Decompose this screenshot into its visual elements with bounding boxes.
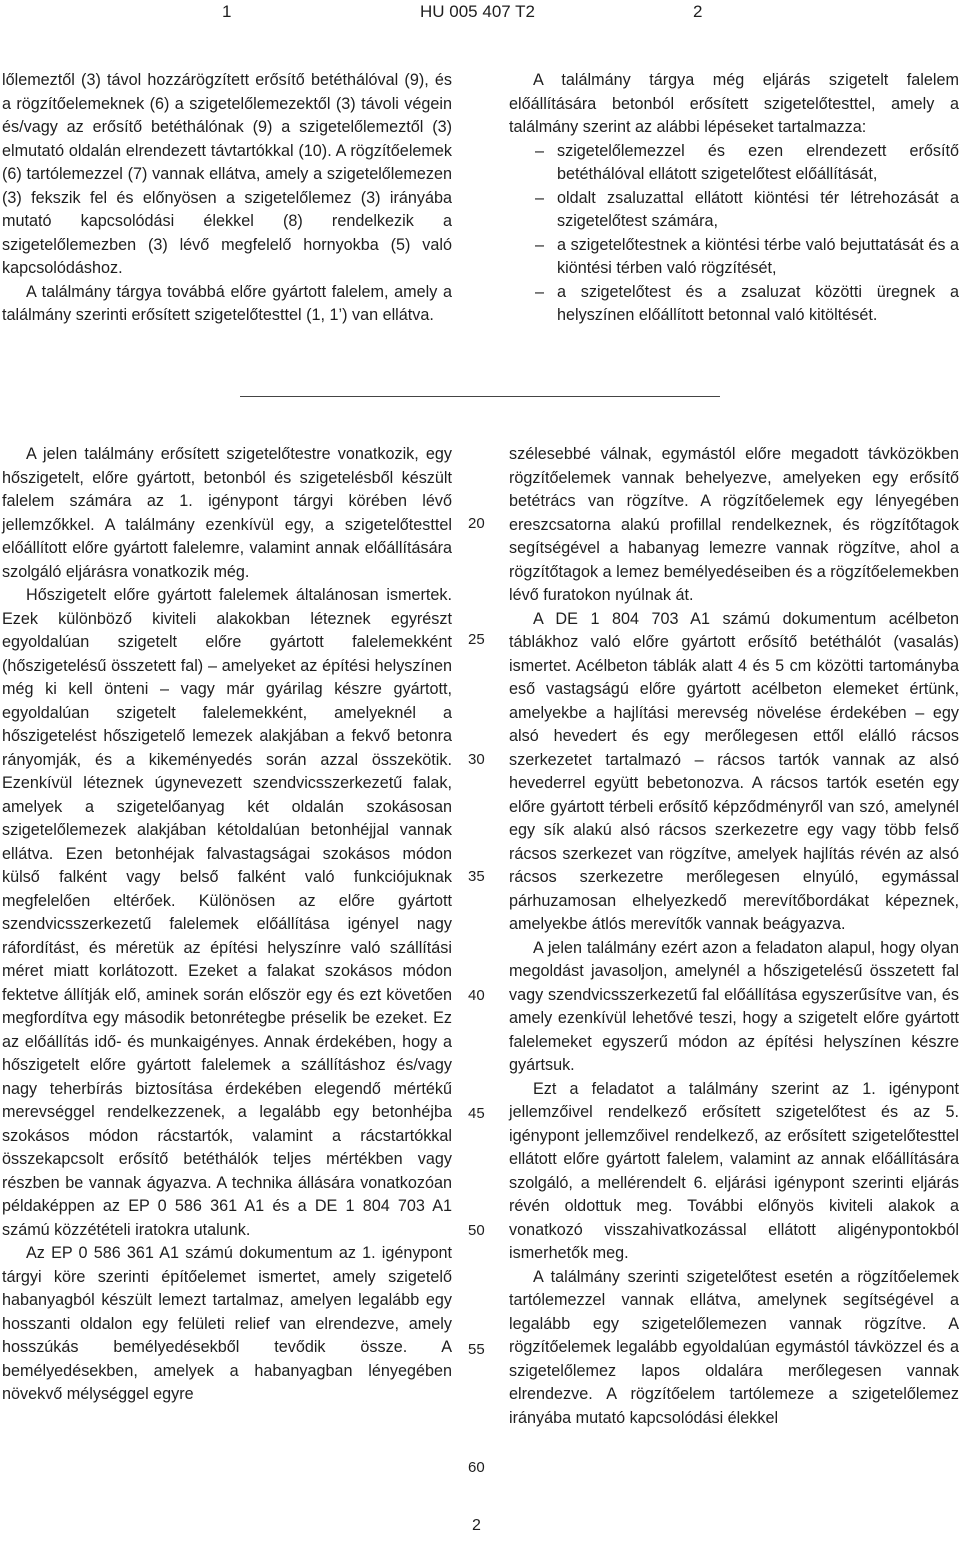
paragraph: A találmány tárgya még eljárás szigetelt falelem előállítására betonból erősített szigetelőtesttel, amely a találmány szerint az alábbi lépéseket tartalmazza:	[509, 71, 959, 136]
dash-marker: –	[535, 282, 545, 301]
list-item	[509, 187, 959, 234]
step-list	[509, 140, 959, 328]
list-item-text: a szigetelőtest és a zsaluzat közötti üregnek a helyszínen előállított betonnal való kitöltését.	[557, 282, 959, 324]
line-number: 60	[468, 1459, 485, 1476]
paragraph: Az EP 0 586 361 A1 számú dokumentum az 1. igénypont tárgyi köre szerinti építőelemet ismertet, amely szigetelő habanyagból készült lemezt tartalmaz, amelyen legalább egy hosszanti oldalon egy felületi relief van elrendezve, amely hosszúkás bemélyedésekből tevődik össze. A bemélyedésekben, amelyek a habanyagban lényegében növekvő mélységgel egyre	[2, 1244, 452, 1403]
top-right-column	[509, 69, 959, 328]
list-item-text: oldalt zsaluzattal ellátott kiöntési tér létrehozását a szigetelőtest számára,	[557, 188, 959, 230]
list-item	[509, 234, 959, 281]
page-number: 2	[472, 1517, 481, 1534]
header-page-right: 2	[693, 2, 703, 21]
paragraph: szélesebbé válnak, egymástól előre megadott távközökben rögzítőelemek vannak behelyezve, amelyeken egy erősítő betétrács van rögzítve. A rögzítőelemek egy lényegében ereszcsatorna alakú profillal rendelkeznek, és rögzítőtagok segítségével a habanyag lemezre vannak rögzítve, ahol a rögzítőtagok a lemez bemélyedéseiben és a rögzítőelemekben lévő furatokon nyúlnak át.	[509, 445, 959, 604]
line-number: 35	[468, 868, 485, 885]
paragraph: A találmány szerinti szigetelőtest esetén a rögzítőelemek tartólemezzel vannak ellátva, amelynek segítségével a legalább egy szigetelőlemezen vannak rögzítve. A rögzítőelemek legalább egyoldalúan egymástól távközzel és a szigetelőlemez lapos oldalára merőlegesen vannak elrendezve. A rögzítőelem tartólemeze a szigetelőlemez irányába mutató kapcsolódási élekkel	[509, 1267, 959, 1427]
header-page-left: 1	[222, 2, 232, 21]
line-number: 50	[468, 1222, 485, 1239]
paragraph: A DE 1 804 703 A1 számú dokumentum acélbeton táblákhoz való előre gyártott erősítő betéthálót (vasalás) ismertet. Acélbeton táblák alatt 4 és 5 cm közötti tartományba eső vastagságú előre gyártott acélbeton elemeket értünk, amelyekbe a hajlítási merevség növelése érdekében – egy alsó hevedert és egy merőlegesen ettől elálló rácsos szerkezetet tartalmazó – rácsos tartók vannak az alsó hevederrel együtt bebetonozva. A rácsos tartók esetén egy előre gyártott térbeli erősítő képződményről van szó, amelynél egy sík alakú alsó rácsos szerkezetre egy vagy több felső rácsos szerkezet van rögzítve, amelyek hajlítás révén az alsó rácsos szerkezetre merőlegesen elnyúló, egymással párhuzamosan elhelyezkedő merevítőbordákat képeznek, amelyekbe átlós merevítők vannak beágyazva.	[509, 609, 959, 933]
line-number: 55	[468, 1341, 485, 1358]
header-document-number: HU 005 407 T2	[420, 2, 535, 21]
paragraph: Hőszigetelt előre gyártott falelemek általánosan ismertek. Ezek különböző kiviteli alakokban léteznek egyrészt egyoldalúan szigetelt előre gyártott falelemekként (hőszigetelésű összetett fal) – amelyeket az építési helyszínen még ki kell önteni – vagy már gyárilag készre gyártott, egyoldalúan szigetelt falelemekként, amelyeknél a hőszigetelést hőszigetelő lemezek alakjában a fekvő betonra rányomják, és a kikeményedés során azzal összekötik. Ezenkívül léteznek úgynevezett szendvicsszerkezetű falak, amelyek a szigetelőanyag két oldalán szokásosan szigetelőlemezek alakjában kétoldalúan betonhéjjal vannak ellátva. Ezen betonhéjak falvastagságai szokásos módon külső falként vagy belső falként való funkciójuknak megfelelően eltérőek. Különösen az előre gyártott szendvicsszerkezetű falelemek előállítása igényel nagy ráfordítást, és méretük az építési helyszínre való szállítási méret miatt korlátozott. Ezeket a falakat szokásos módon fektetve állítják elő, aminek során először egy és ezt követően megfordítva egy második betonrétegbe préselik be ezeket. Ez az előállítás idő- és munkaigényes. Annak érdekében, hogy a hőszigetelt előre gyártott falelemek a szállításhoz és/vagy nagy teherbírás biztosítása érdekében elegendő mértékű merevséggel rendelkezzenek, a legalább egy betonhéjba szokásos módon rácstartók, valamint a rácstartókkal összekapcsolt erősítő betéthálók teljes mértékben vagy részben be vannak ágyazva. A technika állására vonatkozóan példaképpen az EP 0 586 361 A1 és a DE 1 804 703 A1 számú közzétételi iratokra utalunk.	[2, 586, 452, 1239]
line-number: 25	[468, 631, 485, 648]
list-item-text: a szigetelőtestnek a kiöntési térbe való bejuttatását és a kiöntési térben való rögzítését,	[557, 235, 959, 277]
line-number: 30	[468, 751, 485, 768]
section-divider	[240, 396, 720, 397]
paragraph: A találmány tárgya továbbá előre gyártott falelem, amely a találmány szerinti erősített szigetelőtesttel (1, 1’) van ellátva.	[2, 282, 452, 324]
line-number: 40	[468, 987, 485, 1004]
dash-marker: –	[535, 188, 545, 207]
list-item	[509, 140, 959, 187]
line-number: 20	[468, 515, 485, 532]
dash-marker: –	[535, 141, 545, 160]
list-item-text: szigetelőlemezzel és ezen elrendezett erősítő betéthálóval ellátott szigetelőtest előállítását,	[557, 141, 959, 183]
list-item	[509, 281, 959, 328]
top-left-column	[2, 69, 452, 328]
dash-marker: –	[535, 235, 545, 254]
bottom-left-column	[2, 443, 452, 1407]
paragraph: lőlemeztől (3) távol hozzárögzített erősítő betéthálóval (9), és a rögzítőelemeknek (6) a szigetelőlemezektől (3) távoli végein és/vagy az erősítő betéthálónak (9) a szigetelőlemeztől (3) elmutató oldalán elrendezett távtartókkal (10). A rögzítőelemek (6) tartólemezzel (7) vannak ellátva, amely a szigetelőlemezen (3) fekszik fel és előnyösen a szigetelőlemez (3) irányába mutató kapcsolódási élekkel (8) rendelkezik a szigetelőlemezben (3) lévő megfelelő hornyokba (5) való kapcsolódáshoz.	[2, 71, 452, 277]
paragraph: A jelen találmány ezért azon a feladaton alapul, hogy olyan megoldást javasoljon, amelynél a hőszigetelésű összetett fal vagy szendvicsszerkezetű fal előállítása egyszerűsítve van, és amely ezenkívül lehetővé teszi, hogy a szigetelt előre gyártott falelemeket egyszerű módon az építési helyszínen készre gyártsuk.	[509, 938, 959, 1074]
paragraph: Ezt a feladatot a találmány szerint az 1. igénypont jellemzőivel rendelkező erősített szigetelőtest és az 5. igénypont jellemzőivel rendelkező, az erősített szigetelőtesttel ellátott előre gyártott falelem, valamint az annak előállítására szolgáló, a mellérendelt 6. eljárási igénypont szerinti eljárás révén oldottuk meg. További előnyös kiviteli alakok a vonatkozó visszahivatkozással ellátott aligénypontokból ismerhetők meg.	[509, 1079, 959, 1262]
paragraph: A jelen találmány erősített szigetelőtestre vonatkozik, egy hőszigetelt, előre gyártott, betonból és szigetelésből készült falelem számára az 1. igénypont tárgyi körében lévő jellemzőkkel. A találmány ezenkívül egy, a szigetelőtesttel előállított előre gyártott falelemre, valamint annak előállítására szolgáló eljárásra vonatkozik még.	[2, 445, 452, 581]
bottom-right-column	[509, 443, 959, 1430]
line-number: 45	[468, 1105, 485, 1122]
